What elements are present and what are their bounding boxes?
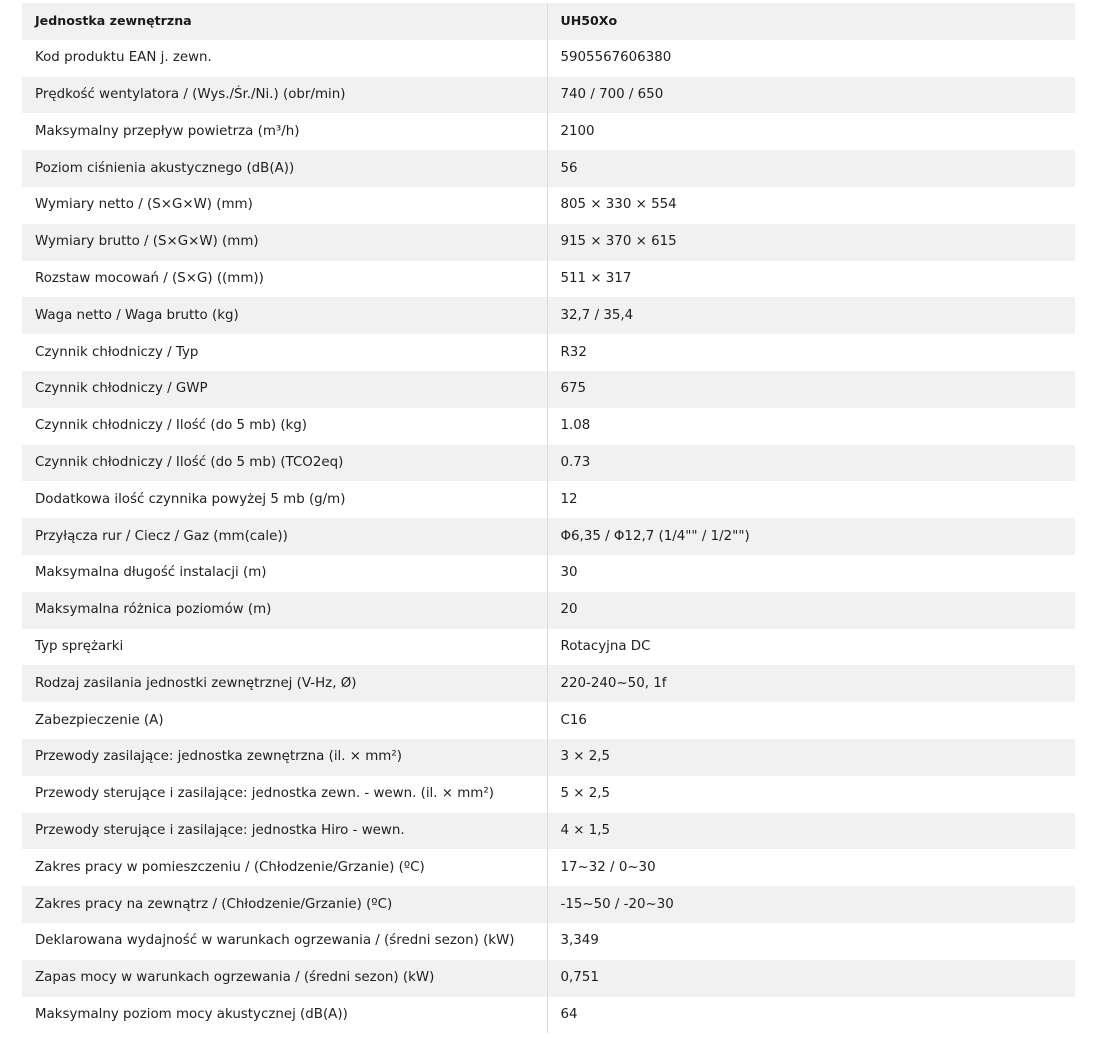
table-row [22, 776, 1075, 813]
spec-value: 740 / 700 / 650 [547, 77, 1075, 114]
spec-label: Zakres pracy w pomieszczeniu / (Chłodzenie/Grzanie) (ºC) [35, 859, 425, 875]
table-row [22, 224, 1075, 261]
spec-value: 805 × 330 × 554 [547, 187, 1075, 224]
spec-label: Czynnik chłodniczy / Ilość (do 5 mb) (TCO2eq) [35, 454, 344, 470]
table-row [22, 555, 1075, 592]
table-row [22, 886, 1075, 923]
spec-label: Maksymalny poziom mocy akustycznej (dB(A)) [35, 1006, 348, 1022]
table-header-row [22, 3, 1075, 40]
table-row [22, 445, 1075, 482]
spec-label: Maksymalny przepływ powietrza (m³/h) [35, 123, 300, 139]
spec-label: Maksymalna różnica poziomów (m) [35, 602, 272, 618]
spec-label: Maksymalna długość instalacji (m) [35, 565, 267, 581]
spec-value: -15~50 / -20~30 [547, 886, 1075, 923]
spec-table-body [22, 3, 1075, 1033]
spec-value: 12 [547, 481, 1075, 518]
table-row [22, 923, 1075, 960]
table-row [22, 481, 1075, 518]
spec-label: Deklarowana wydajność w warunkach ogrzewania / (średni sezon) (kW) [35, 933, 515, 949]
spec-label: Przewody sterujące i zasilające: jednostka zewn. - wewn. (il. × mm²) [35, 786, 494, 802]
spec-value: 20 [547, 592, 1075, 629]
spec-value: C16 [547, 702, 1075, 739]
spec-value: 0,751 [547, 960, 1075, 997]
table-row [22, 592, 1075, 629]
spec-value: 3,349 [547, 923, 1075, 960]
table-row [22, 960, 1075, 997]
spec-label: Rodzaj zasilania jednostki zewnętrznej (V-Hz, Ø) [35, 675, 357, 691]
spec-value: 1.08 [547, 408, 1075, 445]
table-row [22, 77, 1075, 114]
table-row [22, 40, 1075, 77]
spec-label: Rozstaw mocowań / (S×G) ((mm)) [35, 270, 264, 286]
spec-label: Przyłącza rur / Ciecz / Gaz (mm(cale)) [35, 528, 288, 544]
spec-value: 32,7 / 35,4 [547, 297, 1075, 334]
spec-value: 17~32 / 0~30 [547, 849, 1075, 886]
spec-value: 4 × 1,5 [547, 813, 1075, 850]
spec-label: Czynnik chłodniczy / Typ [35, 344, 199, 360]
spec-label: Zabezpieczenie (A) [35, 712, 164, 728]
spec-label: Czynnik chłodniczy / Ilość (do 5 mb) (kg) [35, 418, 308, 434]
table-row [22, 297, 1075, 334]
table-row [22, 997, 1075, 1034]
spec-value: 220-240~50, 1f [547, 665, 1075, 702]
header-model: UH50Xo [547, 3, 1075, 40]
table-row [22, 849, 1075, 886]
spec-value: R32 [547, 334, 1075, 371]
table-row [22, 813, 1075, 850]
spec-value: 5 × 2,5 [547, 776, 1075, 813]
spec-value: 30 [547, 555, 1075, 592]
spec-value: 511 × 317 [547, 261, 1075, 298]
table-row [22, 113, 1075, 150]
spec-label: Wymiary netto / (S×G×W) (mm) [35, 197, 253, 213]
spec-label: Wymiary brutto / (S×G×W) (mm) [35, 234, 259, 250]
table-row [22, 739, 1075, 776]
spec-label: Kod produktu EAN j. zewn. [35, 50, 212, 66]
spec-value: 56 [547, 150, 1075, 187]
table-row [22, 518, 1075, 555]
table-row [22, 665, 1075, 702]
table-row [22, 261, 1075, 298]
table-row [22, 371, 1075, 408]
spec-label: Waga netto / Waga brutto (kg) [35, 307, 239, 323]
spec-value: 2100 [547, 113, 1075, 150]
spec-value: 5905567606380 [547, 40, 1075, 77]
spec-label: Zapas mocy w warunkach ogrzewania / (średni sezon) (kW) [35, 970, 435, 986]
spec-value: 915 × 370 × 615 [547, 224, 1075, 261]
table-row [22, 150, 1075, 187]
spec-label: Zakres pracy na zewnątrz / (Chłodzenie/Grzanie) (ºC) [35, 896, 393, 912]
spec-label: Prędkość wentylatora / (Wys./Śr./Ni.) (obr/min) [35, 86, 346, 102]
spec-table [22, 3, 1075, 1033]
spec-label: Czynnik chłodniczy / GWP [35, 381, 208, 397]
spec-label: Przewody zasilające: jednostka zewnętrzna (il. × mm²) [35, 749, 402, 765]
spec-value: Rotacyjna DC [547, 629, 1075, 666]
spec-value: 3 × 2,5 [547, 739, 1075, 776]
table-row [22, 408, 1075, 445]
spec-label: Przewody sterujące i zasilające: jednostka Hiro - wewn. [35, 822, 405, 838]
spec-value: 675 [547, 371, 1075, 408]
spec-value: 0.73 [547, 445, 1075, 482]
table-row [22, 629, 1075, 666]
spec-label: Dodatkowa ilość czynnika powyżej 5 mb (g/m) [35, 491, 346, 507]
spec-label: Poziom ciśnienia akustycznego (dB(A)) [35, 160, 295, 176]
spec-value: Φ6,35 / Φ12,7 (1/4"" / 1/2"") [547, 518, 1075, 555]
table-row [22, 187, 1075, 224]
spec-label: Typ sprężarki [35, 638, 124, 654]
table-row [22, 334, 1075, 371]
table-row [22, 702, 1075, 739]
header-label: Jednostka zewnętrzna [35, 13, 192, 29]
spec-value: 64 [547, 997, 1075, 1034]
